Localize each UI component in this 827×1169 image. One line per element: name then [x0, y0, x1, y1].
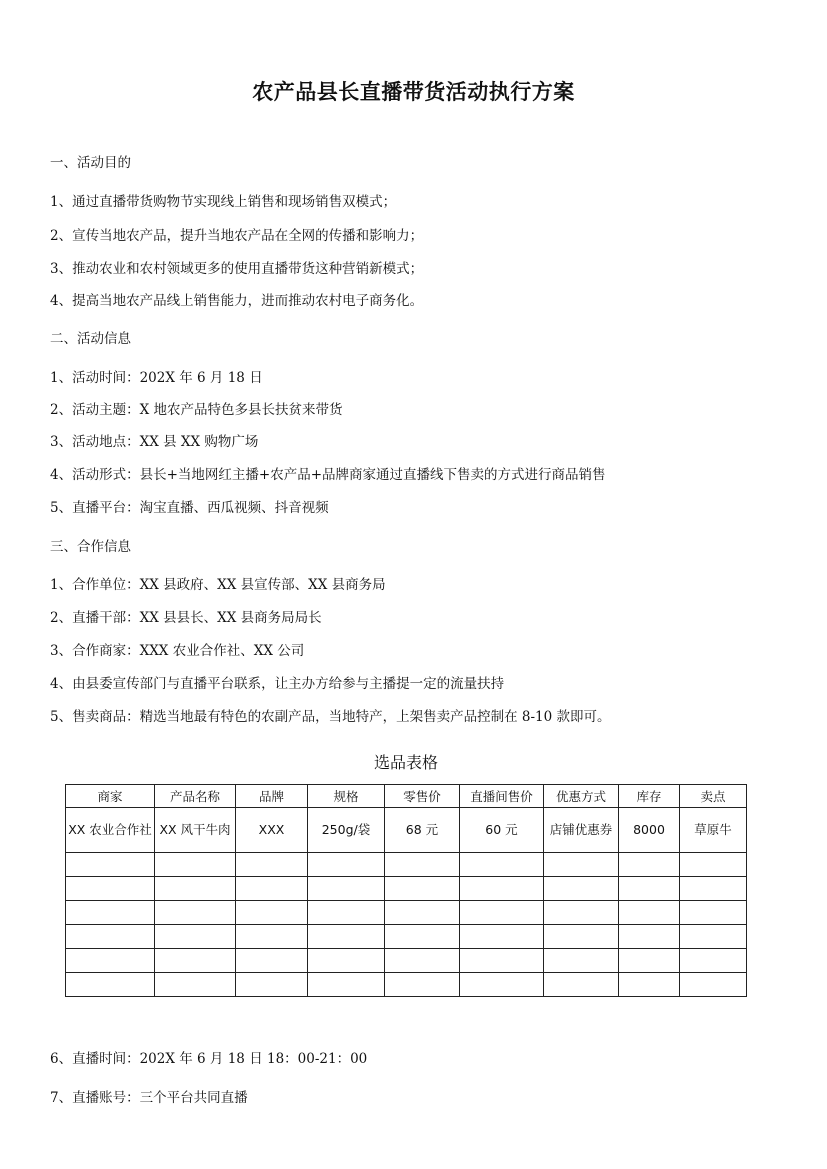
list-item: 3、合作商家：XXX 农业合作社、XX 公司 — [50, 643, 305, 659]
empty-table-row — [66, 877, 747, 901]
table-cell: XX 农业合作社 — [66, 808, 155, 853]
list-item: 2、宣传当地农产品，提升当地农产品在全网的传播和影响力； — [50, 228, 424, 244]
table-title: 选品表格 — [373, 753, 438, 772]
table-cell: XXX — [236, 808, 308, 853]
table-cell: 草原牛 — [680, 808, 747, 853]
header-cell: 卖点 — [680, 785, 747, 808]
header-cell: 规格 — [308, 785, 385, 808]
table-cell: 店铺优惠券 — [544, 808, 619, 853]
list-item: 6、直播时间：202X 年 6 月 18 日 18：00-21：00 — [50, 1051, 368, 1067]
list-item: 1、合作单位：XX 县政府、XX 县宣传部、XX 县商务局 — [50, 577, 386, 593]
section-heading-purpose: 一、活动目的 — [50, 155, 131, 171]
header-cell: 商家 — [66, 785, 155, 808]
section-heading-info: 二、活动信息 — [50, 331, 131, 347]
empty-table-row — [66, 925, 747, 949]
empty-table-row — [66, 901, 747, 925]
list-item: 5、直播平台：淘宝直播、西瓜视频、抖音视频 — [50, 500, 329, 516]
table-row — [66, 808, 747, 853]
table-cell: 68 元 — [385, 808, 460, 853]
list-item: 3、推动农业和农村领域更多的使用直播带货这种营销新模式； — [50, 261, 424, 277]
page-title: 农产品县长直播带货活动执行方案 — [252, 80, 575, 104]
product-selection-table — [65, 784, 747, 997]
list-item: 2、直播干部：XX 县县长、XX 县商务局局长 — [50, 610, 322, 626]
list-item: 1、通过直播带货购物节实现线上销售和现场销售双模式； — [50, 194, 397, 210]
empty-table-row — [66, 949, 747, 973]
empty-table-row — [66, 973, 747, 997]
header-cell: 品牌 — [236, 785, 308, 808]
list-item: 4、提高当地农产品线上销售能力，进而推动农村电子商务化。 — [50, 293, 424, 309]
list-item: 7、直播账号：三个平台共同直播 — [50, 1090, 248, 1106]
list-item: 4、活动形式：县长+当地网红主播+农产品+品牌商家通过直播线下售卖的方式进行商品销售 — [50, 467, 606, 483]
empty-table-row — [66, 853, 747, 877]
list-item: 2、活动主题：X 地农产品特色多县长扶贫来带货 — [50, 402, 343, 418]
table-header-row — [66, 785, 747, 808]
list-item: 1、活动时间：202X 年 6 月 18 日 — [50, 370, 263, 386]
section-heading-cooperation: 三、合作信息 — [50, 539, 131, 555]
table-cell: XX 风干牛肉 — [155, 808, 236, 853]
header-cell: 库存 — [619, 785, 680, 808]
list-item: 5、售卖商品：精选当地最有特色的农副产品，当地特产，上架售卖产品控制在 8-10 款即可。 — [50, 709, 611, 725]
list-item: 3、活动地点：XX 县 XX 购物广场 — [50, 434, 259, 450]
table-cell: 8000 — [619, 808, 680, 853]
header-cell: 直播间售价 — [460, 785, 544, 808]
header-cell: 产品名称 — [155, 785, 236, 808]
list-item: 4、由县委宣传部门与直播平台联系，让主办方给参与主播提一定的流量扶持 — [50, 676, 505, 692]
header-cell: 优惠方式 — [544, 785, 619, 808]
header-cell: 零售价 — [385, 785, 460, 808]
table-cell: 250g/袋 — [308, 808, 385, 853]
table-cell: 60 元 — [460, 808, 544, 853]
